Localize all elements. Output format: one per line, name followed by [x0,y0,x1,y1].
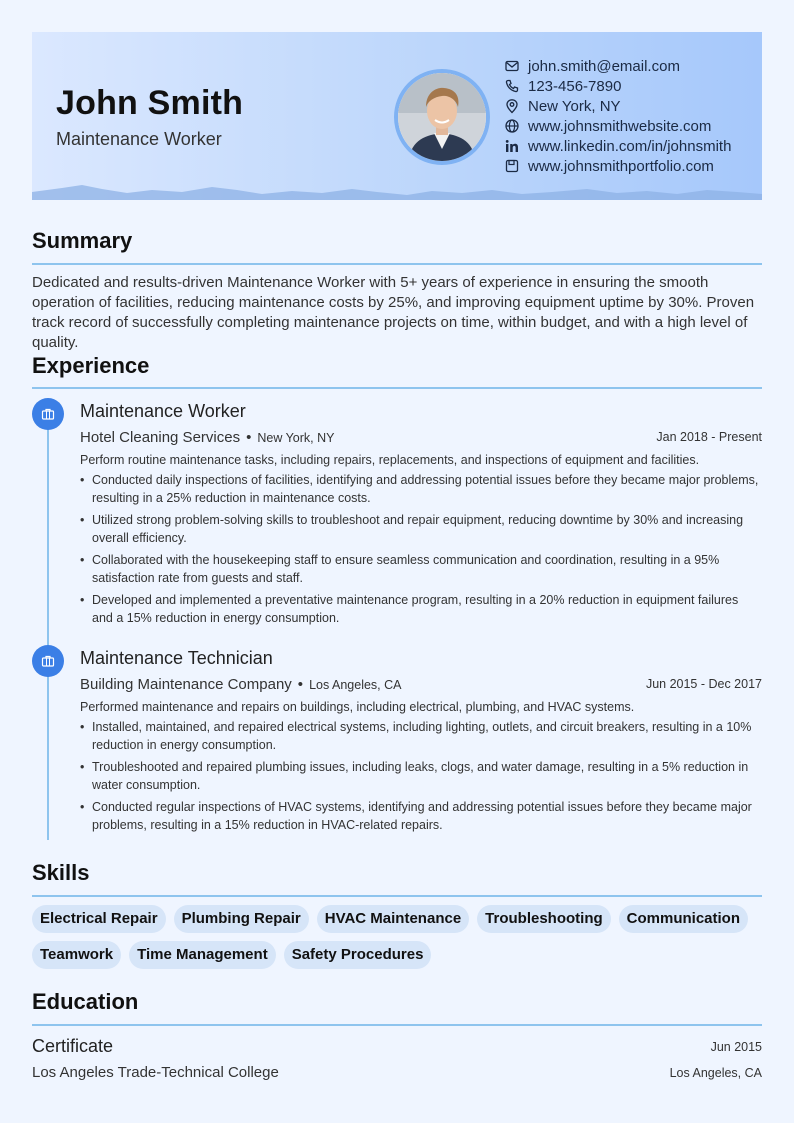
job-meta [80,672,762,696]
contact-phone[interactable] [504,76,731,96]
job-meta [80,425,762,449]
job-bullets [80,718,762,834]
header-wave-decoration [32,180,762,200]
skills-divider [32,895,762,897]
contact-list [504,56,731,176]
skill-chip: Communication [619,905,748,933]
location-pin-icon [504,98,520,114]
contact-linkedin-text: www.linkedin.com/in/johnsmith [528,137,732,155]
job-dates: Jun 2015 - Dec 2017 [645,677,762,691]
mail-icon [504,58,520,74]
job-bullet: • Utilized strong problem-solving skills to troubleshoot and repair equipment, reducing downtime by 30% and increasing overall efficiency. [80,511,762,547]
skills-heading: Skills [32,860,90,885]
job-bullet: • Conducted daily inspections of facilities, identifying and addressing potential issues before they became major problems, resulting in a 25% reduction in maintenance costs. [80,471,762,507]
job-location: Los Angeles, CA [309,677,402,692]
job-bullet: • Developed and implemented a preventative maintenance program, resulting in a 20% reduction in equipment failures and a 15% reduction in energy consumption. [80,591,762,627]
globe-icon [504,118,520,134]
contact-email[interactable] [504,56,731,76]
education-divider [32,1024,762,1026]
contact-website-text: www.johnsmithwebsite.com [528,117,712,135]
linkedin-icon [504,138,520,154]
profile-photo [398,73,486,161]
summary-heading: Summary [32,228,133,253]
education-location: Los Angeles, CA [669,1066,762,1080]
job-company-line [80,676,401,693]
briefcase-icon [32,398,64,430]
job-title: Maintenance Technician [80,648,273,668]
job-bullet: • Collaborated with the housekeeping staff to ensure seamless communication and coordination, resulting in a 95% satisfaction rate from guests and staff. [80,551,762,587]
job-company-line [80,429,334,446]
job-bullet: • Conducted regular inspections of HVAC systems, identifying and addressing potential issues before they became major problems, resulting in a 15% reduction in HVAC-related repairs. [80,798,762,834]
experience-heading: Experience [32,353,150,378]
header-banner [32,32,762,200]
briefcase-icon [32,645,64,677]
job-title: Maintenance Worker [80,401,246,421]
education-school: Los Angeles Trade-Technical College [32,1064,279,1081]
education-date: Jun 2015 [710,1040,762,1054]
candidate-title: Maintenance Worker [56,129,222,149]
skills-list [32,905,767,969]
job-company: Building Maintenance Company [80,675,292,693]
contact-location-text: New York, NY [528,97,621,115]
candidate-name: John Smith [56,84,244,122]
job-entry [80,646,762,838]
skill-chip: Time Management [129,941,276,969]
education-heading: Education [32,989,139,1014]
skill-chip: HVAC Maintenance [317,905,469,933]
avatar [394,69,490,165]
contact-portfolio[interactable] [504,156,731,176]
contact-portfolio-text: www.johnsmithportfolio.com [528,157,714,175]
skill-chip: Plumbing Repair [174,905,309,933]
skill-chip: Electrical Repair [32,905,166,933]
education-degree: Certificate [32,1036,114,1056]
separator-dot: • [297,675,304,693]
separator-dot: • [246,428,252,446]
skill-chip: Safety Procedures [284,941,432,969]
skill-chip: Teamwork [32,941,121,969]
job-bullet: • Installed, maintained, and repaired electrical systems, including lighting, outlets, and circuit breakers, resulting in a 10% reduction in energy consumption. [80,718,762,754]
phone-icon [504,78,520,94]
experience-divider [32,387,762,389]
contact-linkedin[interactable] [504,136,731,156]
skill-chip: Troubleshooting [477,905,611,933]
summary-text: Dedicated and results-driven Maintenance Worker with 5+ years of experience in ensuring the smooth operation of facilities, reducing maintenance costs by 25%, and improving equipment uptime by 30%. Proven track record of successfully completing maintenance projects on time, within budget, and with a high level of quality. [32,274,755,351]
summary-divider [32,263,762,265]
job-location: New York, NY [257,430,335,445]
job-bullets [80,471,762,627]
contact-email-text: john.smith@email.com [528,57,680,75]
portfolio-icon [504,158,520,174]
experience-timeline-line [47,408,49,840]
job-description: Perform routine maintenance tasks, including repairs, replacements, and inspections of equipment and facilities. [80,453,700,467]
job-description: Performed maintenance and repairs on buildings, including electrical, plumbing, and HVAC systems. [80,700,635,714]
contact-phone-text: 123-456-7890 [528,77,622,95]
contact-location [504,96,731,116]
job-company: Hotel Cleaning Services [80,428,241,446]
job-entry [80,399,762,631]
job-dates: Jan 2018 - Present [656,430,762,444]
contact-website[interactable] [504,116,731,136]
job-bullet: • Troubleshooted and repaired plumbing issues, including leaks, clogs, and water damage, resulting in a 5% reduction in water consumption. [80,758,762,794]
